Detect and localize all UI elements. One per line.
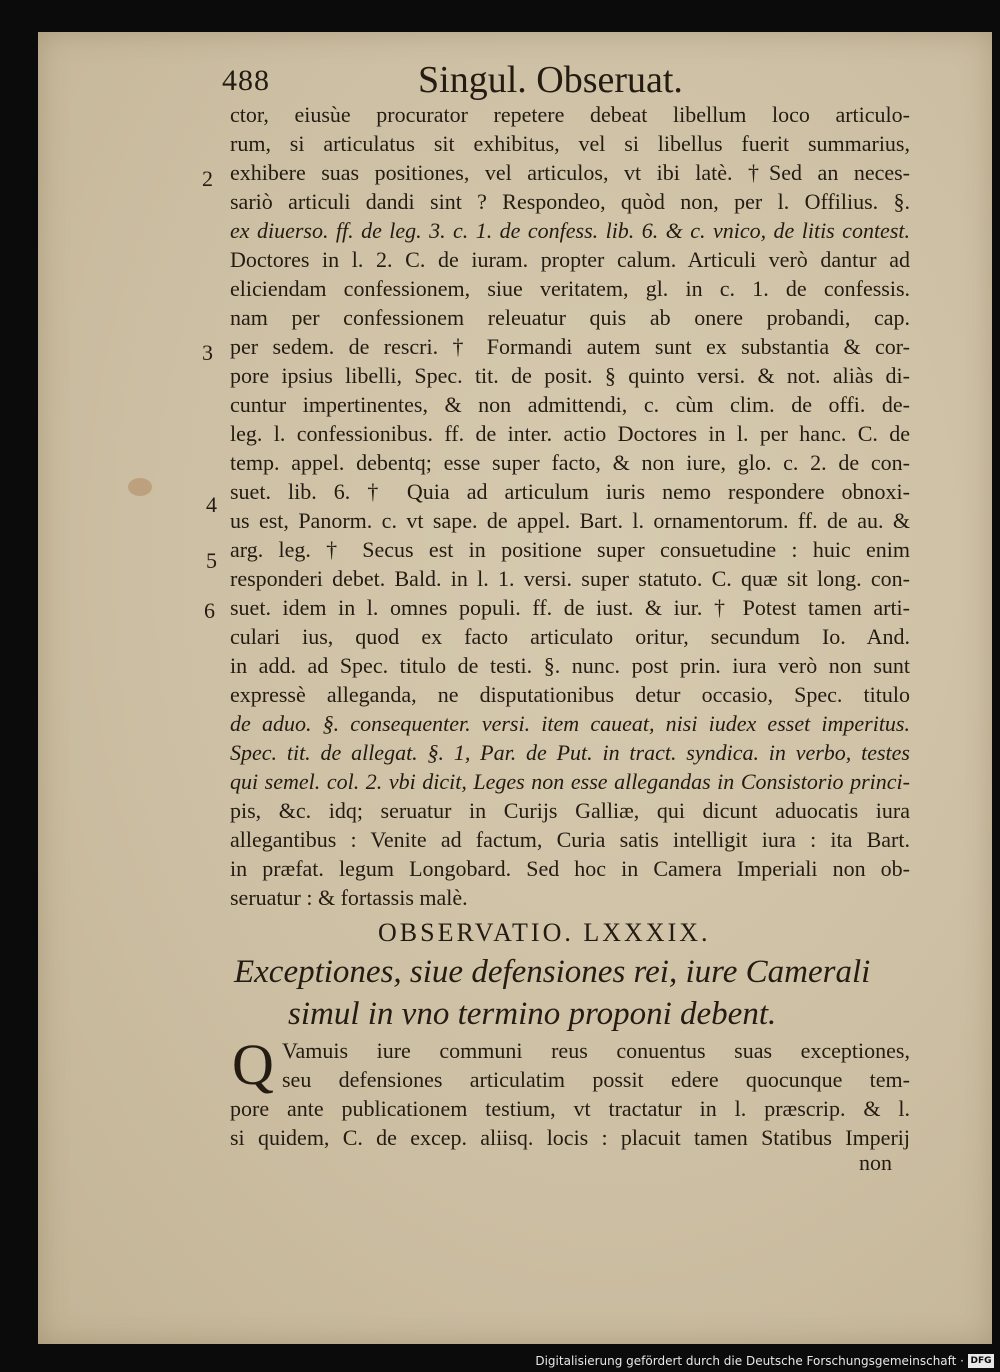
- digitization-credit: Digitalisierung gefördert durch die Deutsche Forschungsgemeinschaft ·: [535, 1354, 964, 1368]
- page-number: 488: [222, 64, 270, 97]
- text-line: ex diuerso. ff. de leg. 3. c. 1. de confess. lib. 6. & c. vnico, de litis contest.: [230, 218, 910, 243]
- text-line: nam per confessionem releuatur quis ab onere probandi, cap.: [230, 305, 910, 330]
- text-line: Doctores in l. 2. C. de iuram. propter calum. Articuli verò dantur ad: [230, 247, 910, 272]
- text-line: pis, &c. idq; seruatur in Curijs Galliæ, qui dicunt aduocatis iura: [230, 798, 910, 823]
- text-line: Spec. tit. de allegat. §. 1, Par. de Put. in tract. syndica. in verbo, testes: [230, 740, 910, 765]
- text-line: rum, si articulatus sit exhibitus, vel si libellus fuerit summarius,: [230, 131, 910, 156]
- text-line: de aduo. §. consequenter. versi. item caueat, nisi iudex esset imperitus.: [230, 711, 910, 736]
- observation-title-line-2: simul in vno termino proponi debent.: [288, 996, 777, 1032]
- margin-number: 2: [202, 166, 213, 191]
- text-line: qui semel. col. 2. vbi dicit, Leges non esse allegandas in Consistorio princi-: [230, 769, 910, 794]
- text-line: expressè alleganda, ne disputationibus detur occasio, Spec. titulo: [230, 682, 910, 707]
- text-line: responderi debet. Bald. in l. 1. versi. super statuto. C. quæ sit long. con-: [230, 566, 910, 591]
- drop-cap: Q: [232, 1032, 274, 1097]
- running-title: Singul. Obseruat.: [418, 59, 683, 101]
- footer-bar: [0, 1348, 1000, 1372]
- text-line: eliciendam confessionem, siue veritatem, gl. in c. 1. de confessis.: [230, 276, 910, 301]
- text-line: pore ante publicationem testium, vt tractatur in l. præscrip. & l.: [230, 1096, 910, 1121]
- catchword: non: [859, 1150, 892, 1175]
- text-line: allegantibus : Venite ad factum, Curia satis intelligit iura : ita Bart.: [230, 827, 910, 852]
- text-line: exhibere suas positiones, vel articulos, vt ibi latè. †Sed an neces-: [230, 160, 910, 185]
- text-line: suet. lib. 6. † Quia ad articulum iuris nemo respondere obnoxi-: [230, 479, 910, 504]
- margin-number: 5: [206, 548, 217, 573]
- text-line: leg. l. confessionibus. ff. de inter. actio Doctores in l. per hanc. C. de: [230, 421, 910, 446]
- text-line: us est, Panorm. c. vt sape. de appel. Bart. l. ornamentorum. ff. de au. &: [230, 508, 910, 533]
- margin-number: 3: [202, 340, 213, 365]
- text-line: Vamuis iure communi reus conuentus suas exceptiones,: [282, 1038, 910, 1063]
- observation-heading: OBSERVATIO. LXXXIX.: [378, 918, 711, 947]
- text-line: seruatur : & fortassis malè.: [230, 885, 468, 910]
- text-line: ctor, eiusùe procurator repetere debeat libellum loco articulo-: [230, 102, 910, 127]
- main-text: [230, 100, 910, 912]
- text-line: culari ius, quod ex facto articulato oritur, secundum Io. And.: [230, 624, 910, 649]
- text-line: suet. idem in l. omnes populi. ff. de iust. & iur. † Potest tamen arti-: [230, 595, 910, 620]
- text-line: seu defensiones articulatim possit edere quocunque tem-: [282, 1067, 910, 1092]
- text-line: sariò articuli dandi sint ? Respondeo, quòd non, per l. Offilius. §.: [230, 189, 910, 214]
- dfg-logo-icon: DFG: [968, 1354, 994, 1368]
- text-line: in præfat. legum Longobard. Sed hoc in Camera Imperiali non ob-: [230, 856, 910, 881]
- text-line: temp. appel. debentq; esse super facto, & non iure, glo. c. 2. de con-: [230, 450, 910, 475]
- observation-body: [230, 1032, 910, 1152]
- text-line: arg. leg. † Secus est in positione super consuetudine : huic enim: [230, 537, 910, 562]
- text-line: pore ipsius libelli, Spec. tit. de posit. § quinto versi. & not. aliàs di-: [230, 363, 910, 388]
- margin-number: 6: [204, 598, 215, 623]
- paper-stain: [128, 478, 152, 496]
- text-line: cuntur impertinentes, & non admittendi, c. cùm clim. de offi. de-: [230, 392, 910, 417]
- text-line: per sedem. de rescri. † Formandi autem sunt ex substantia & cor-: [230, 334, 910, 359]
- margin-number: 4: [206, 492, 217, 517]
- text-line: in add. ad Spec. titulo de testi. §. nunc. post prin. iura verò non sunt: [230, 653, 910, 678]
- text-line: si quidem, C. de excep. aliisq. locis : placuit tamen Statibus Imperij: [230, 1125, 910, 1150]
- observation-title-line-1: Exceptiones, siue defensiones rei, iure Camerali: [234, 954, 871, 990]
